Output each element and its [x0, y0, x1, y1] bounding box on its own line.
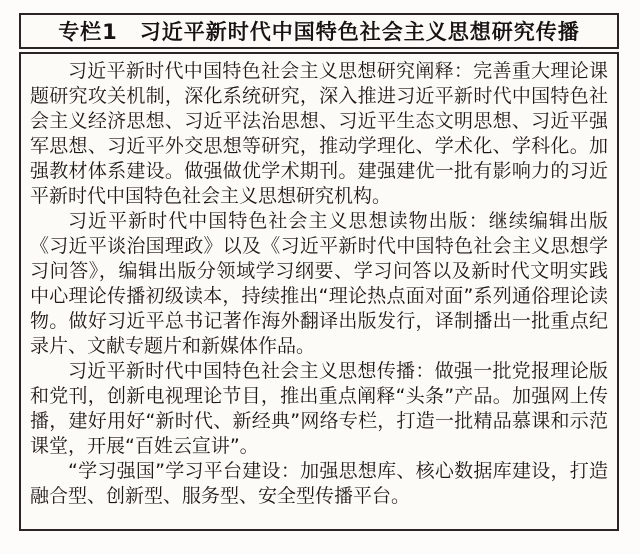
paragraph-research-interpretation: 习近平新时代中国特色社会主义思想研究阐释：完善重大理论课题研究攻关机制，深化系统研究，深入推进习近平新时代中国特色社会主义经济思想、习近平法治思想、习近平生态文明思想、习近平强军思想、习近平外交思想等研究，推动学理化、学术化、学科化。加强教材体系建设。做强做优学术期刊。建强建优一批有影响力的习近平新时代中国特色社会主义思想研究机构。: [30, 60, 608, 207]
paragraph-thought-dissemination: 习近平新时代中国特色社会主义思想传播：做强一批党报理论版和党刊，创新电视理论节目，推出重点阐释“头条”产品。加强网上传播，建好用好“新时代、新经典”网络专栏，打造一批精品慕课和示范课堂，开展“百姓云宣讲”。: [30, 360, 608, 457]
panel-title-box: [19, 13, 619, 49]
paragraph-xuexi-qiangguo-platform: “学习强国”学习平台建设：加强思想库、核心数据库建设，打造融合型、创新型、服务型、安全型传播平台。: [30, 460, 608, 507]
panel-title: 专栏1 习近平新时代中国特色社会主义思想研究传播: [58, 20, 580, 44]
panel-body-box: [19, 52, 619, 531]
paragraph-readings-publication: 习近平新时代中国特色社会主义思想读物出版：继续编辑出版《习近平谈治国理政》以及《习近平新时代中国特色社会主义思想学习问答》，编辑出版分领域学习纲要、学习问答以及新时代文明实践中心理论传播初级读本，持续推出“理论热点面对面”系列通俗理论读物。做好习近平总书记著作海外翻译出版发行，译制播出一批重点纪录片、文献专题片和新媒体作品。: [30, 210, 608, 357]
